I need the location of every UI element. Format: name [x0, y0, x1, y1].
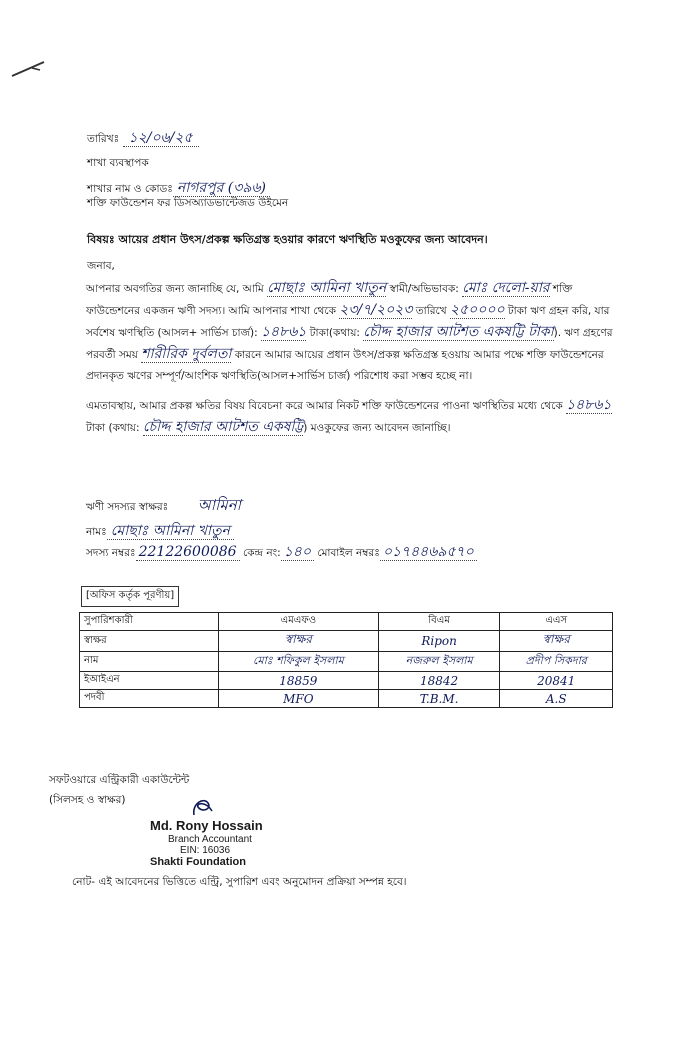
- loan-balance: ১৪৮৬১: [260, 324, 307, 340]
- recipient-title: শাখা ব্যবস্থাপক: [87, 157, 149, 169]
- accountant-title: সফটওয়ারে এন্ট্রিকারী একাউন্টেন্ট: [49, 774, 190, 786]
- table-header-row: [80, 613, 613, 631]
- organization-name: শক্তি ফাউন্ডেশন ফর ডিসঅ্যাডভান্টেজড উইমেন: [87, 197, 289, 209]
- loan-date: ২৩/৭/২০২৩: [339, 302, 413, 318]
- stamp-title: Branch Accountant: [168, 834, 252, 845]
- body2-text-3: ) মওকুফের জন্য আবেদন জানাচ্ছি।: [303, 422, 451, 434]
- recommendation-table: [79, 612, 613, 708]
- body1-text-5: টাকা ঋণ গ্রহন করি, যার সর্বশেষ ঋণস্থিতি (আসল+ সার্ভিস চার্জ):: [86, 305, 610, 339]
- as-designation: A.S: [500, 690, 613, 708]
- stamp-ein: EIN: 16036: [180, 845, 231, 856]
- body1-text-4: তারিখে: [415, 305, 447, 317]
- bm-name: নজরুল ইসলাম: [378, 652, 500, 672]
- bm-ein: 18842: [378, 672, 500, 690]
- row-label-signature: স্বাক্ষর: [80, 631, 219, 652]
- applicant-name: মোছাঃ আমিনা খাতুন: [267, 280, 387, 296]
- mobile-value: ০১৭৪৪৬৯৫৭০: [380, 544, 477, 561]
- mfo-ein: 18859: [219, 672, 379, 690]
- body2-text-1: এমতাবস্থায়, আমার প্রকল্প ক্ষতির বিষয় বিবেচনা করে আমার নিকট শক্তি ফাউন্ডেশনের পাওনা ঋণস্থিতির মধ্যে থেকে: [86, 400, 563, 412]
- waiver-amount: ১৪৮৬১: [566, 397, 612, 413]
- branch-value: নাগরপুর (৩৯৬): [173, 180, 270, 197]
- table-row: [80, 652, 613, 672]
- stamp-organization: Shakti Foundation: [150, 856, 246, 868]
- guardian-name: মোঃ দেলো-য়ার: [462, 280, 550, 296]
- as-ein: 20841: [500, 672, 613, 690]
- header-recommender: সুপারিশকারী: [80, 613, 219, 631]
- waiver-amount-words: চৌদ্দ হাজার আটশত একষট্টি: [142, 419, 304, 435]
- accountant-subtitle: (সিলসহ ও স্বাক্ষর): [49, 794, 126, 806]
- row-label-name: নাম: [80, 652, 219, 672]
- as-signature: স্বাক্ষর: [500, 631, 613, 652]
- body-paragraph-1: [86, 278, 614, 387]
- member-signature-line: [86, 494, 241, 519]
- body2-text-2: টাকা (কথায়:: [86, 422, 140, 434]
- body1-text-1: আপনার অবগতির জন্য জানাচ্ছি যে, আমি: [86, 283, 264, 295]
- balance-in-words: চৌদ্দ হাজার আটশত একষট্টি টাকা: [363, 324, 554, 340]
- stamp-name: Md. Rony Hossain: [150, 818, 263, 833]
- mfo-name: মোঃ শফিকুল ইসলাম: [219, 652, 379, 672]
- date-value: ১২/০৬/২৫: [123, 130, 199, 147]
- date-label: তারিখঃ: [87, 133, 120, 145]
- member-no-value: 22122600086: [136, 544, 240, 561]
- row-label-ein: ইআইএন: [80, 672, 219, 690]
- date-line: [87, 126, 199, 150]
- mfo-signature: স্বাক্ষর: [219, 631, 379, 652]
- member-signature-label: ঋণী সদস্যর স্বাক্ষরঃ: [86, 501, 169, 513]
- header-as: এএস: [500, 613, 613, 631]
- bm-signature: Ripon: [378, 631, 500, 652]
- body1-text-2: স্বামী/অভিভাবক:: [389, 283, 459, 295]
- member-no-label: সদস্য নম্বরঃ: [86, 547, 136, 559]
- body-paragraph-2: [86, 395, 614, 439]
- bm-designation: T.B.M.: [378, 690, 500, 708]
- branch-label: শাখার নাম ও কোডঃ: [87, 183, 173, 195]
- body1-text-8: কারনে আমার আয়ের প্রধান উৎস/প্রকল্প ক্ষতিগ্রস্ত হওয়ায় আমার পক্ষে শক্তি ফাউন্ডেশনের প্রদানকৃত ঋণের সম্পূর্ণ/আংশিক ঋণস্থিতি(আসল+সার্ভিস চার্জ) পরিশোধ করা সম্ভব হচ্ছে না।: [86, 349, 604, 382]
- body1-text-7: ). ঋণ গ্রহণের পরবর্তী সময়: [86, 327, 613, 361]
- member-name-label: নামঃ: [86, 526, 107, 538]
- body1-text-6: টাকা(কথায়:: [309, 327, 360, 339]
- footer-note: নোট- এই আবেদনের ভিত্তিতে এন্ট্রি, সুপারিশ এবং অনুমোদন প্রক্রিয়া সম্পন্ন হবে।: [72, 876, 407, 888]
- center-value: ১৪০: [281, 544, 314, 561]
- body1-text-3: শক্তি ফাউন্ডেশনের একজন ঋণী সদস্য। আমি আপনার শাখা থেকে: [86, 283, 573, 317]
- mfo-designation: MFO: [219, 690, 379, 708]
- subject-line: বিষয়ঃ আয়ের প্রধান উৎস/প্রকল্প ক্ষতিগ্রস্ত হওয়ার কারণে ঋণস্থিতি মওকুফের জন্য আবেদন।: [87, 233, 488, 246]
- table-row: [80, 672, 613, 690]
- office-heading: [অফিস কর্তৃক পূরণীয়]: [81, 586, 179, 607]
- salutation: জনাব,: [87, 260, 115, 272]
- table-row: [80, 690, 613, 708]
- header-bm: বিএম: [378, 613, 500, 631]
- member-numbers-line: [86, 540, 477, 564]
- center-label: কেন্দ্র নং:: [242, 547, 281, 559]
- row-label-designation: পদবী: [80, 690, 219, 708]
- hardship-reason: শারীরিক দুর্বলতা: [141, 346, 232, 362]
- member-signature: আমিনা: [197, 496, 242, 514]
- as-name: প্রদীপ সিকদার: [500, 652, 613, 672]
- table-row: [80, 631, 613, 652]
- mobile-label: মোবাইল নম্বরঃ: [317, 547, 380, 559]
- header-mfo: এমএফও: [219, 613, 379, 631]
- loan-amount: ২৫০০০০: [449, 302, 505, 318]
- member-name-value: মোছাঃ আমিনা খাতুন: [107, 523, 234, 540]
- pen-mark-icon: [10, 58, 50, 80]
- accountant-initial-signature-icon: [190, 795, 216, 819]
